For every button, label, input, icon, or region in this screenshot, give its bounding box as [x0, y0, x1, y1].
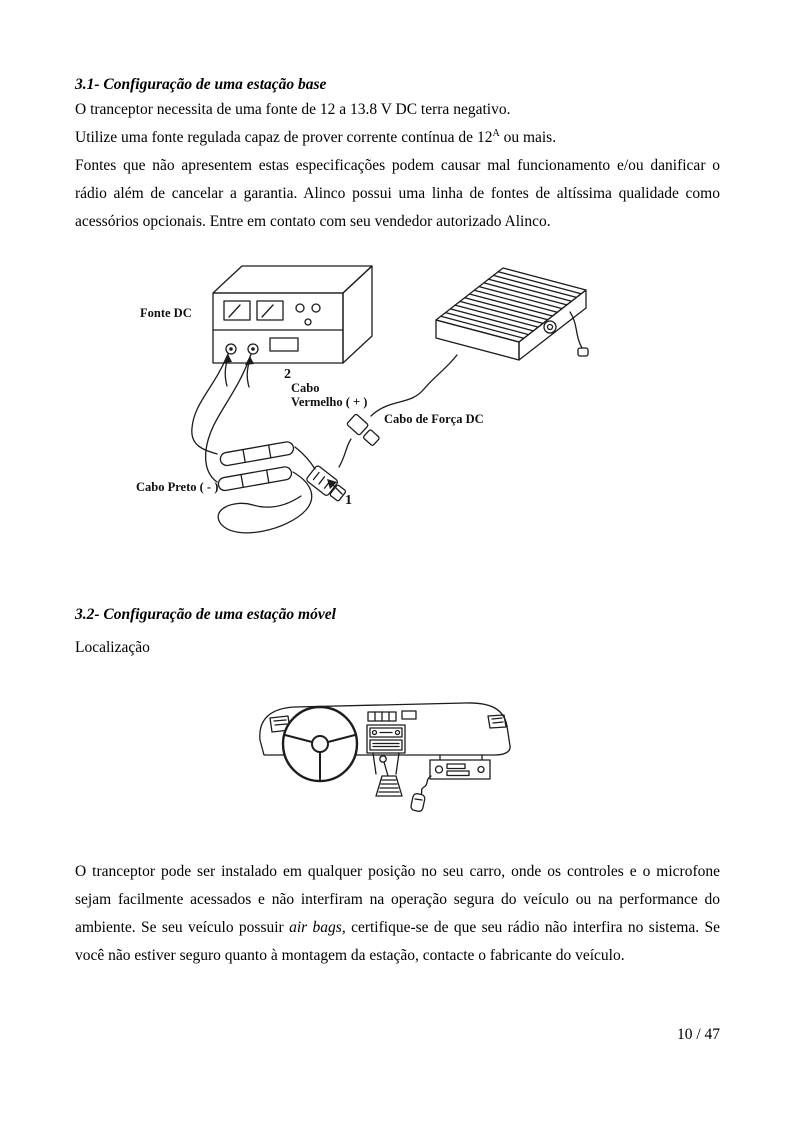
label-cabo-de-forca-dc: Cabo de Força DC: [384, 412, 484, 426]
microphone-drawing: [410, 776, 431, 812]
figure-dashboard-diagram: [240, 694, 545, 829]
figure-base-station-diagram: [118, 258, 628, 573]
air-bags-italic: air bags: [289, 919, 342, 936]
mobile-radio-drawing: [436, 268, 588, 360]
terminal-dot-2: [251, 347, 255, 351]
amperes-superscript: A: [492, 127, 500, 139]
mounted-transceiver-drawing: [430, 755, 490, 779]
paragraph-2-text: Utilize uma fonte regulada capaz de prover corrente contínua de 12: [75, 129, 493, 146]
paragraph-2-text-end: ou mais.: [499, 129, 557, 146]
figure-base-station: [118, 258, 628, 573]
terminal-dot-1: [229, 347, 233, 351]
page-number: 10 / 47: [676, 1026, 720, 1043]
power-supply-drawing: [213, 266, 372, 363]
section-3-1-paragraph-3: Fontes que não apresentem estas especificações podem causar mal funcionamento e/ou danificar o rádio além de cancelar a garantia. Alinco possui uma linha de fontes de altíssima qualidade como acessórios opcionais. Entre em contato com seu vendedor autorizado Alinco.: [75, 157, 720, 230]
label-vermelho: Vermelho ( + ): [291, 395, 368, 409]
section-3-1-heading: 3.1- Configuração de uma estação base: [75, 76, 327, 93]
section-3-2-heading: 3.2- Configuração de uma estação móvel: [75, 606, 336, 623]
label-step-2: 2: [284, 367, 291, 382]
label-cabo-preto: Cabo Preto ( - ): [136, 480, 219, 494]
section-3-1-paragraph-2: [75, 124, 720, 152]
power-cable-drawing: [339, 355, 457, 467]
figure-mobile-station: [240, 694, 545, 829]
section-3-2-subheading: Localização: [75, 639, 150, 656]
mobile-paragraph-text-end: , certifique-se de que seu rádio não interfira no sistema. Se você não estiver seguro quanto à montagem da estação, contacte o fabricante do veículo.: [75, 919, 721, 964]
steering-wheel-drawing: [283, 707, 357, 781]
label-step-1: 1: [345, 493, 352, 508]
mobile-paragraph-text: O tranceptor pode ser instalado em qualquer posição no seu carro, onde os controles e o microfone sejam facilmente acessados e não interfiram na operação segura do veículo ou na performance do ambiente. Se seu veículo possuir: [75, 863, 720, 936]
section-3-1-paragraph-1: O tranceptor necessita de uma fonte de 12 a 13.8 V DC terra negativo.: [75, 101, 511, 118]
label-fonte-dc: Fonte DC: [140, 306, 192, 320]
section-3-2-paragraph: [75, 858, 720, 970]
label-cabo: Cabo: [291, 381, 320, 395]
